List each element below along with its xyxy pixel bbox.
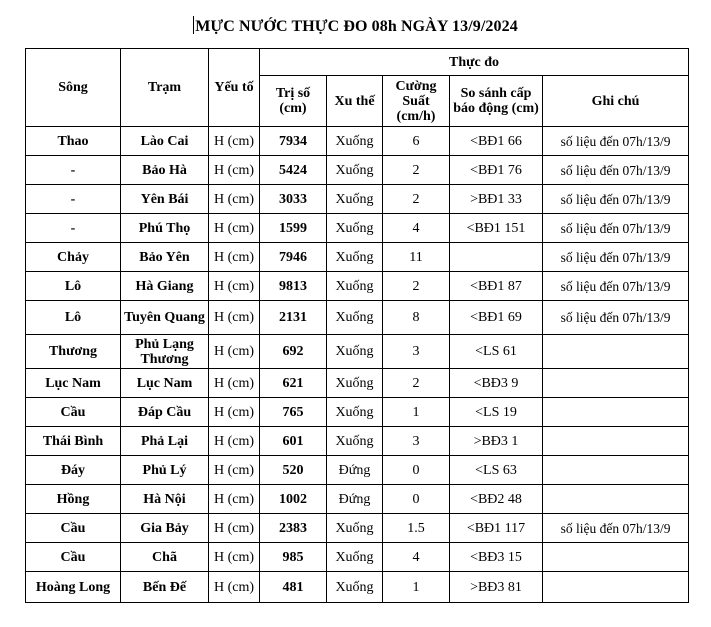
cell-song: Đáy [26, 456, 121, 485]
page-title-text: MỰC NƯỚC THỰC ĐO 08h NGÀY 13/9/2024 [195, 18, 518, 35]
cell-cuong-suat: 0 [383, 456, 450, 485]
cell-cuong-suat: 2 [383, 156, 450, 185]
cell-cuong-suat: 2 [383, 272, 450, 301]
cell-tram: Lào Cai [121, 127, 209, 156]
cell-song: - [26, 185, 121, 214]
cell-yeu-to: H (cm) [209, 335, 260, 369]
header-row-top [26, 49, 689, 76]
cell-song: Cầu [26, 398, 121, 427]
cell-so-sanh: <LS 19 [450, 398, 543, 427]
header-xu-the: Xu thế [327, 76, 383, 127]
table-row [26, 301, 689, 335]
cell-song: Thái Bình [26, 427, 121, 456]
cell-tri-so: 9813 [260, 272, 327, 301]
cell-xu-the: Xuống [327, 243, 383, 272]
cell-xu-the: Xuống [327, 301, 383, 335]
cell-yeu-to: H (cm) [209, 427, 260, 456]
cell-tri-so: 1002 [260, 485, 327, 514]
cell-ghi-chu: số liệu đến 07h/13/9 [543, 214, 689, 243]
cell-ghi-chu [543, 427, 689, 456]
cell-ghi-chu: số liệu đến 07h/13/9 [543, 185, 689, 214]
cell-tram: Tuyên Quang [121, 301, 209, 335]
cell-tram: Gia Bảy [121, 514, 209, 543]
table-row [26, 398, 689, 427]
cell-so-sanh: >BĐ3 1 [450, 427, 543, 456]
table-row [26, 243, 689, 272]
header-yeu-to: Yếu tố [209, 49, 260, 127]
cell-xu-the: Xuống [327, 335, 383, 369]
cell-tram: Bến Đế [121, 572, 209, 603]
cell-song: Lô [26, 301, 121, 335]
cell-cuong-suat: 3 [383, 335, 450, 369]
cell-yeu-to: H (cm) [209, 156, 260, 185]
cell-xu-the: Xuống [327, 369, 383, 398]
cell-tri-so: 2131 [260, 301, 327, 335]
cell-tram: Hà Giang [121, 272, 209, 301]
water-level-table [25, 48, 689, 603]
cell-xu-the: Xuống [327, 572, 383, 603]
cell-yeu-to: H (cm) [209, 243, 260, 272]
cell-tri-so: 1599 [260, 214, 327, 243]
cell-song: Cầu [26, 514, 121, 543]
cell-yeu-to: H (cm) [209, 214, 260, 243]
cell-yeu-to: H (cm) [209, 272, 260, 301]
cell-so-sanh: >BĐ3 81 [450, 572, 543, 603]
cell-yeu-to: H (cm) [209, 127, 260, 156]
table-row [26, 185, 689, 214]
table-row [26, 572, 689, 603]
cell-so-sanh: <BĐ1 151 [450, 214, 543, 243]
table-row [26, 456, 689, 485]
cell-cuong-suat: 3 [383, 427, 450, 456]
cell-so-sanh: >BĐ1 33 [450, 185, 543, 214]
cell-tram: Hà Nội [121, 485, 209, 514]
cell-song: Lô [26, 272, 121, 301]
cell-ghi-chu: số liệu đến 07h/13/9 [543, 272, 689, 301]
table-body [26, 127, 689, 603]
cell-song: Thao [26, 127, 121, 156]
cell-tram: Chã [121, 543, 209, 572]
cell-ghi-chu: số liệu đến 07h/13/9 [543, 514, 689, 543]
cell-cuong-suat: 11 [383, 243, 450, 272]
cell-song: Chảy [26, 243, 121, 272]
cell-song: Cầu [26, 543, 121, 572]
cell-xu-the: Xuống [327, 427, 383, 456]
cell-cuong-suat: 2 [383, 185, 450, 214]
cell-cuong-suat: 1 [383, 572, 450, 603]
cell-tri-so: 520 [260, 456, 327, 485]
table-row [26, 514, 689, 543]
table-row [26, 543, 689, 572]
cell-tram: Đáp Cầu [121, 398, 209, 427]
cell-tri-so: 601 [260, 427, 327, 456]
cell-tri-so: 621 [260, 369, 327, 398]
cell-tram: Bảo Hà [121, 156, 209, 185]
header-cuong-suat: Cường Suất (cm/h) [383, 76, 450, 127]
cell-cuong-suat: 1.5 [383, 514, 450, 543]
cell-xu-the: Xuống [327, 214, 383, 243]
cell-yeu-to: H (cm) [209, 572, 260, 603]
cell-so-sanh: <BĐ1 69 [450, 301, 543, 335]
cell-tri-so: 765 [260, 398, 327, 427]
cell-tri-so: 5424 [260, 156, 327, 185]
cell-so-sanh: <LS 63 [450, 456, 543, 485]
cell-yeu-to: H (cm) [209, 369, 260, 398]
header-tram: Trạm [121, 49, 209, 127]
header-so-sanh: So sánh cấp báo động (cm) [450, 76, 543, 127]
cell-song: - [26, 214, 121, 243]
cell-so-sanh: <BĐ1 117 [450, 514, 543, 543]
page-title [0, 16, 711, 36]
cell-cuong-suat: 2 [383, 369, 450, 398]
cell-tri-so: 7946 [260, 243, 327, 272]
cell-song: Hoàng Long [26, 572, 121, 603]
cell-so-sanh: <BĐ1 87 [450, 272, 543, 301]
cell-xu-the: Xuống [327, 543, 383, 572]
cell-tram: Phủ Lạng Thương [121, 335, 209, 369]
cell-tri-so: 7934 [260, 127, 327, 156]
cell-xu-the: Đứng [327, 456, 383, 485]
cell-cuong-suat: 4 [383, 214, 450, 243]
cell-cuong-suat: 8 [383, 301, 450, 335]
cell-yeu-to: H (cm) [209, 456, 260, 485]
cell-tram: Lục Nam [121, 369, 209, 398]
cell-tri-so: 481 [260, 572, 327, 603]
cell-yeu-to: H (cm) [209, 514, 260, 543]
cell-tram: Yên Bái [121, 185, 209, 214]
cell-tram: Phả Lại [121, 427, 209, 456]
cell-cuong-suat: 4 [383, 543, 450, 572]
header-ghi-chu: Ghi chú [543, 76, 689, 127]
cell-so-sanh: <BĐ1 76 [450, 156, 543, 185]
cell-xu-the: Đứng [327, 485, 383, 514]
cell-song: Thương [26, 335, 121, 369]
cell-so-sanh [450, 243, 543, 272]
cell-ghi-chu [543, 572, 689, 603]
cell-xu-the: Xuống [327, 272, 383, 301]
cell-yeu-to: H (cm) [209, 398, 260, 427]
cell-ghi-chu: số liệu đến 07h/13/9 [543, 301, 689, 335]
cell-tri-so: 985 [260, 543, 327, 572]
table-row [26, 485, 689, 514]
cell-xu-the: Xuống [327, 514, 383, 543]
cell-xu-the: Xuống [327, 185, 383, 214]
header-tri-so: Trị số (cm) [260, 76, 327, 127]
cell-tram: Bảo Yên [121, 243, 209, 272]
cell-cuong-suat: 0 [383, 485, 450, 514]
cell-so-sanh: <BĐ3 15 [450, 543, 543, 572]
cell-so-sanh: <BĐ2 48 [450, 485, 543, 514]
cell-tram: Phủ Lý [121, 456, 209, 485]
cell-ghi-chu [543, 485, 689, 514]
cell-yeu-to: H (cm) [209, 485, 260, 514]
cell-tri-so: 3033 [260, 185, 327, 214]
cell-yeu-to: H (cm) [209, 185, 260, 214]
cell-so-sanh: <BĐ1 66 [450, 127, 543, 156]
cell-tri-so: 2383 [260, 514, 327, 543]
cell-xu-the: Xuống [327, 156, 383, 185]
cell-ghi-chu: số liệu đến 07h/13/9 [543, 156, 689, 185]
table-row [26, 272, 689, 301]
cell-tri-so: 692 [260, 335, 327, 369]
header-song: Sông [26, 49, 121, 127]
header-thuc-do: Thực đo [260, 49, 689, 76]
table-row [26, 335, 689, 369]
table-row [26, 369, 689, 398]
cell-ghi-chu [543, 369, 689, 398]
cell-yeu-to: H (cm) [209, 301, 260, 335]
cell-ghi-chu: số liệu đến 07h/13/9 [543, 127, 689, 156]
cell-song: - [26, 156, 121, 185]
cell-ghi-chu [543, 543, 689, 572]
table-row [26, 427, 689, 456]
cell-tram: Phú Thọ [121, 214, 209, 243]
table-row [26, 156, 689, 185]
cell-cuong-suat: 6 [383, 127, 450, 156]
cell-ghi-chu [543, 456, 689, 485]
cell-xu-the: Xuống [327, 127, 383, 156]
table-row [26, 127, 689, 156]
cell-ghi-chu: số liệu đến 07h/13/9 [543, 243, 689, 272]
cell-yeu-to: H (cm) [209, 543, 260, 572]
cell-song: Lục Nam [26, 369, 121, 398]
cell-ghi-chu [543, 335, 689, 369]
cell-so-sanh: <BĐ3 9 [450, 369, 543, 398]
cell-ghi-chu [543, 398, 689, 427]
cell-so-sanh: <LS 61 [450, 335, 543, 369]
cell-xu-the: Xuống [327, 398, 383, 427]
table-row [26, 214, 689, 243]
cell-cuong-suat: 1 [383, 398, 450, 427]
cell-song: Hồng [26, 485, 121, 514]
